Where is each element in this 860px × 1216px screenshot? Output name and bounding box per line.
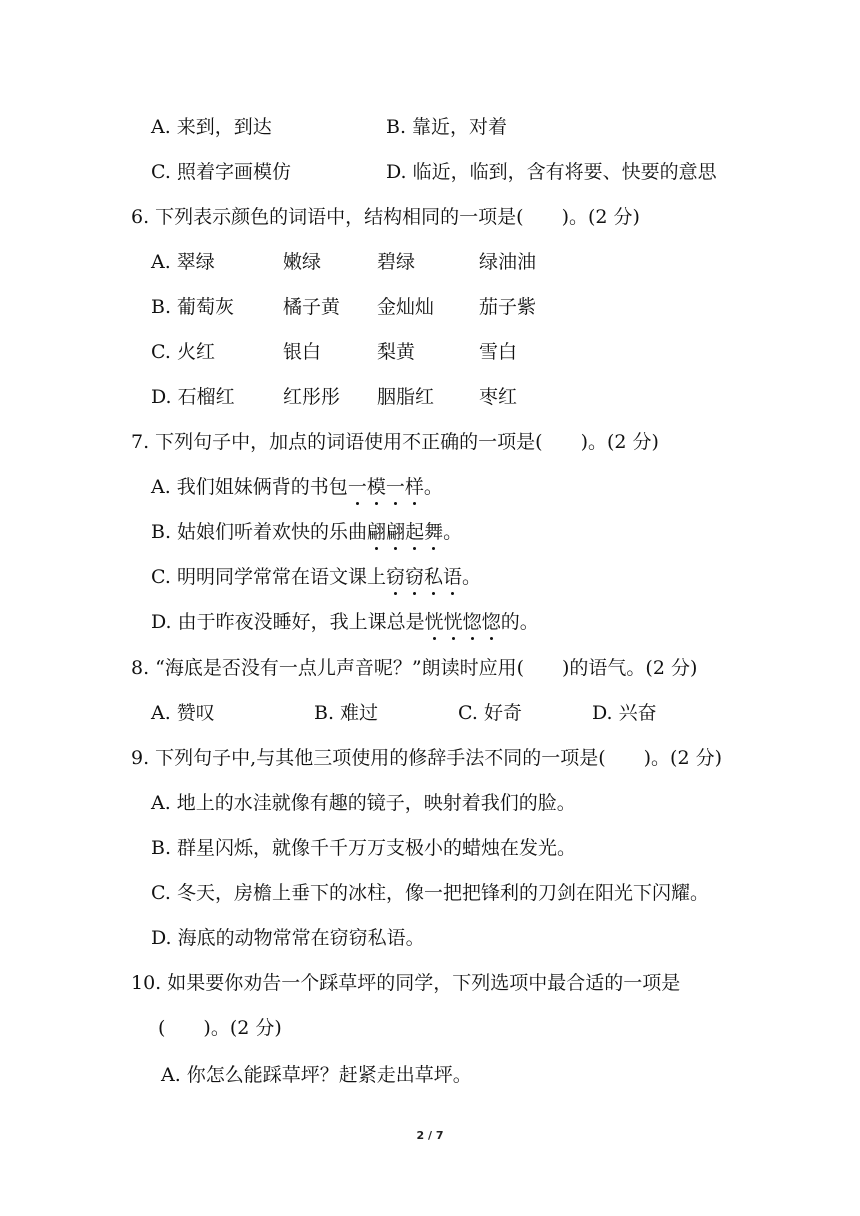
q7-option-c xyxy=(151,564,481,590)
emphasis-dot-char: 惚 xyxy=(481,611,501,633)
q5-option-c: C. 照着字画模仿 xyxy=(151,161,291,183)
emphasis-dot-char: 私 xyxy=(423,566,443,588)
q9-option-c: C. 冬天，房檐上垂下的冰柱，像一把把锋利的刀剑在阳光下闪耀。 xyxy=(151,882,709,904)
emphasis-dot-char: 翩 xyxy=(367,521,387,543)
q7-d-text: D. 由于昨夜没睡好，我上课总是 xyxy=(151,611,425,633)
q7-a-marked-word xyxy=(348,476,424,498)
q7-option-b xyxy=(151,519,462,545)
q6-d-word1: D. 石榴红 xyxy=(151,386,235,408)
q8-stem: 8. “海底是否没有一点儿声音呢？”朗读时应用( )的语气。(2 分) xyxy=(131,657,698,679)
q9-option-a: A. 地上的水洼就像有趣的镜子，映射着我们的脸。 xyxy=(151,792,576,814)
q6-d-word3: 胭脂红 xyxy=(377,386,435,408)
q9-option-d: D. 海底的动物常常在窃窃私语。 xyxy=(151,927,425,949)
emphasis-dot-char: 样 xyxy=(404,476,424,498)
q6-b-word4: 茄子紫 xyxy=(479,296,537,318)
emphasis-dot-char: 模 xyxy=(366,476,386,498)
q6-d-word2: 红彤彤 xyxy=(283,386,341,408)
q6-c-word2: 银白 xyxy=(283,341,322,363)
q6-a-word1: A. 翠绿 xyxy=(151,251,215,273)
emphasis-dot-char: 舞 xyxy=(424,521,444,543)
q6-c-word4: 雪白 xyxy=(479,341,518,363)
q6-a-word2: 嫩绿 xyxy=(283,251,322,273)
q6-d-word4: 枣红 xyxy=(479,386,518,408)
q6-c-word3: 梨黄 xyxy=(377,341,416,363)
emphasis-dot-char: 恍 xyxy=(424,611,444,633)
page-number: 2 / 7 xyxy=(416,1129,444,1142)
q10-stem: 10. 如果要你劝告一个踩草坪的同学，下列选项中最合适的一项是 xyxy=(131,972,681,994)
emphasis-dot-char: 语 xyxy=(443,566,463,588)
q7-b-tail: 。 xyxy=(443,521,463,543)
emphasis-dot-char: 恍 xyxy=(443,611,463,633)
q6-b-word2: 橘子黄 xyxy=(283,296,341,318)
emphasis-dot-char: 一 xyxy=(347,476,367,498)
q7-stem: 7. 下列句子中，加点的词语使用不正确的一项是( )。(2 分) xyxy=(131,431,659,453)
q6-b-word1: B. 葡萄灰 xyxy=(151,296,235,318)
q8-option-c: C. 好奇 xyxy=(458,702,522,724)
q7-b-text: B. 姑娘们听着欢快的乐曲 xyxy=(151,521,368,543)
q7-option-a xyxy=(151,474,443,500)
q8-option-a: A. 赞叹 xyxy=(151,702,215,724)
q7-b-marked-word xyxy=(367,521,443,543)
q6-b-word3: 金灿灿 xyxy=(377,296,435,318)
q6-a-word4: 绿油油 xyxy=(479,251,537,273)
emphasis-dot-char: 惚 xyxy=(462,611,482,633)
q5-option-b: B. 靠近，对着 xyxy=(386,116,508,138)
q7-a-text: A. 我们姐妹俩背的书包 xyxy=(151,476,348,498)
q7-c-text: C. 明明同学常常在语文课上 xyxy=(151,566,386,588)
q5-option-d: D. 临近，临到，含有将要、快要的意思 xyxy=(386,161,717,183)
q9-stem: 9. 下列句子中,与其他三项使用的修辞手法不同的一项是( )。(2 分) xyxy=(131,747,722,769)
emphasis-dot-char: 一 xyxy=(385,476,405,498)
q10-option-a: A. 你怎么能踩草坪？赶紧走出草坪。 xyxy=(161,1064,472,1086)
q7-c-tail: 。 xyxy=(462,566,482,588)
q7-d-tail: 的。 xyxy=(500,611,539,633)
emphasis-dot-char: 翩 xyxy=(386,521,406,543)
q5-option-a: A. 来到，到达 xyxy=(151,116,272,138)
emphasis-dot-char: 窃 xyxy=(404,566,424,588)
q7-d-marked-word xyxy=(425,611,501,633)
emphasis-dot-char: 窃 xyxy=(385,566,405,588)
q10-stem-continued: ( )。(2 分) xyxy=(158,1017,282,1039)
q7-c-marked-word xyxy=(386,566,462,588)
q8-option-d: D. 兴奋 xyxy=(592,702,657,724)
q6-stem: 6. 下列表示颜色的词语中，结构相同的一项是( )。(2 分) xyxy=(131,206,640,228)
q7-a-tail: 。 xyxy=(423,476,443,498)
q8-option-b: B. 难过 xyxy=(314,702,379,724)
q6-a-word3: 碧绿 xyxy=(377,251,416,273)
emphasis-dot-char: 起 xyxy=(405,521,425,543)
q7-option-d xyxy=(151,609,539,635)
q9-option-b: B. 群星闪烁，就像千千万万支极小的蜡烛在发光。 xyxy=(151,837,577,859)
q6-c-word1: C. 火红 xyxy=(151,341,215,363)
